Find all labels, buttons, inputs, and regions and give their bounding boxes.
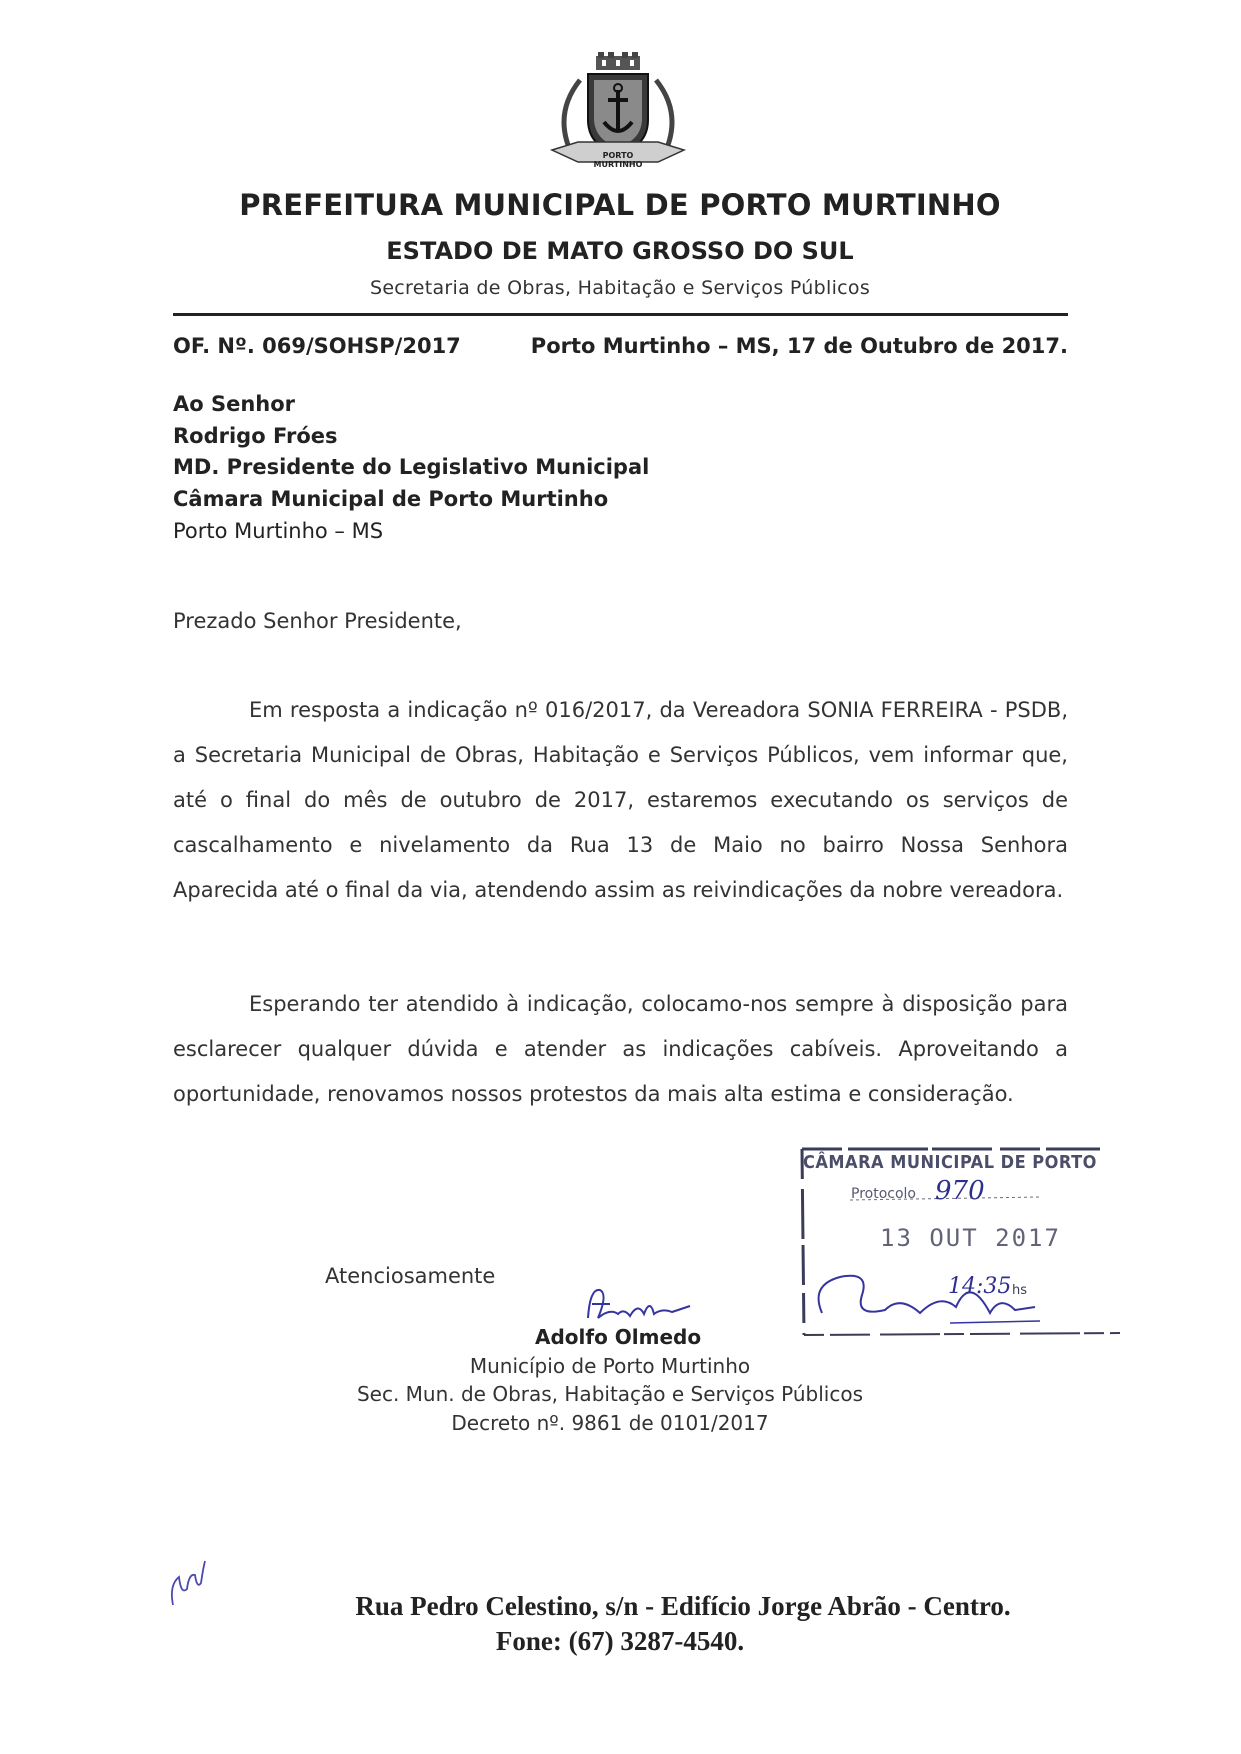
municipality-title: PREFEITURA MUNICIPAL DE PORTO MURTINHO: [239, 188, 1001, 222]
body-paragraph-1: Em resposta a indicação nº 016/2017, da Vereadora SONIA FERREIRA - PSDB, a Secretaria Municipal de Obras, Habitação e Serviços Públicos, vem informar que, até o final do mês de outubro de 2017, estaremos executando os serviços de cascalhamento e nivelamento da Rua 13 de Maio no bairro Nossa Senhora Aparecida até o final da via, atendendo assim as reivindicações da nobre vereadora.: [173, 698, 1068, 902]
stamp-date: 13 OUT 2017: [880, 1224, 1061, 1252]
recipient-city: Porto Murtinho – MS: [173, 519, 384, 543]
stamp-time: 14:35: [948, 1274, 1012, 1299]
office-number: OF. Nº. 069/SOHSP/2017: [173, 334, 461, 358]
stamp-time-unit: hs: [1012, 1283, 1028, 1298]
recipient-title: MD. Presidente do Legislativo Municipal: [173, 455, 650, 479]
greeting: Prezado Senhor Presidente,: [173, 609, 462, 633]
place-date: Porto Murtinho – MS, 17 de Outubro de 2017.: [530, 334, 1068, 358]
recipient-name: Rodrigo Fróes: [173, 424, 338, 448]
signatory-line-1: Município de Porto Murtinho: [469, 1354, 751, 1378]
crest-banner-text: PORTO MURTINHO: [593, 151, 643, 169]
stamp-protocol-label: Protocolo: [851, 1186, 916, 1202]
footer-phone: Fone: (67) 3287-4540.: [495, 1626, 745, 1656]
stamp-protocol-number: 970: [935, 1176, 985, 1206]
signatory-line-3: Decreto nº. 9861 de 0101/2017: [451, 1411, 769, 1435]
signatory-line-2: Sec. Mun. de Obras, Habitação e Serviços Públicos: [356, 1382, 864, 1406]
footer-address: Rua Pedro Celestino, s/n - Edifício Jorge Abrão - Centro.: [355, 1591, 1011, 1621]
state-subtitle: ESTADO DE MATO GROSSO DO SUL: [386, 237, 854, 265]
header-divider: [173, 313, 1068, 316]
recipient-salutation: Ao Senhor: [173, 392, 296, 416]
signatory-name: Adolfo Olmedo: [535, 1325, 702, 1349]
recipient-institution: Câmara Municipal de Porto Murtinho: [173, 487, 609, 511]
stamp-title: CÂMARA MUNICIPAL DE PORTO: [803, 1152, 1097, 1173]
department-subtitle: Secretaria de Obras, Habitação e Serviços Públicos: [369, 277, 871, 299]
closing: Atenciosamente: [325, 1264, 496, 1288]
body-paragraph-2: Esperando ter atendido à indicação, colocamo-nos sempre à disposição para esclarecer qualquer dúvida e atender as indicações cabíveis. Aproveitando a oportunidade, renovamos nossos protestos da mais alta estima e consideração.: [173, 992, 1068, 1106]
